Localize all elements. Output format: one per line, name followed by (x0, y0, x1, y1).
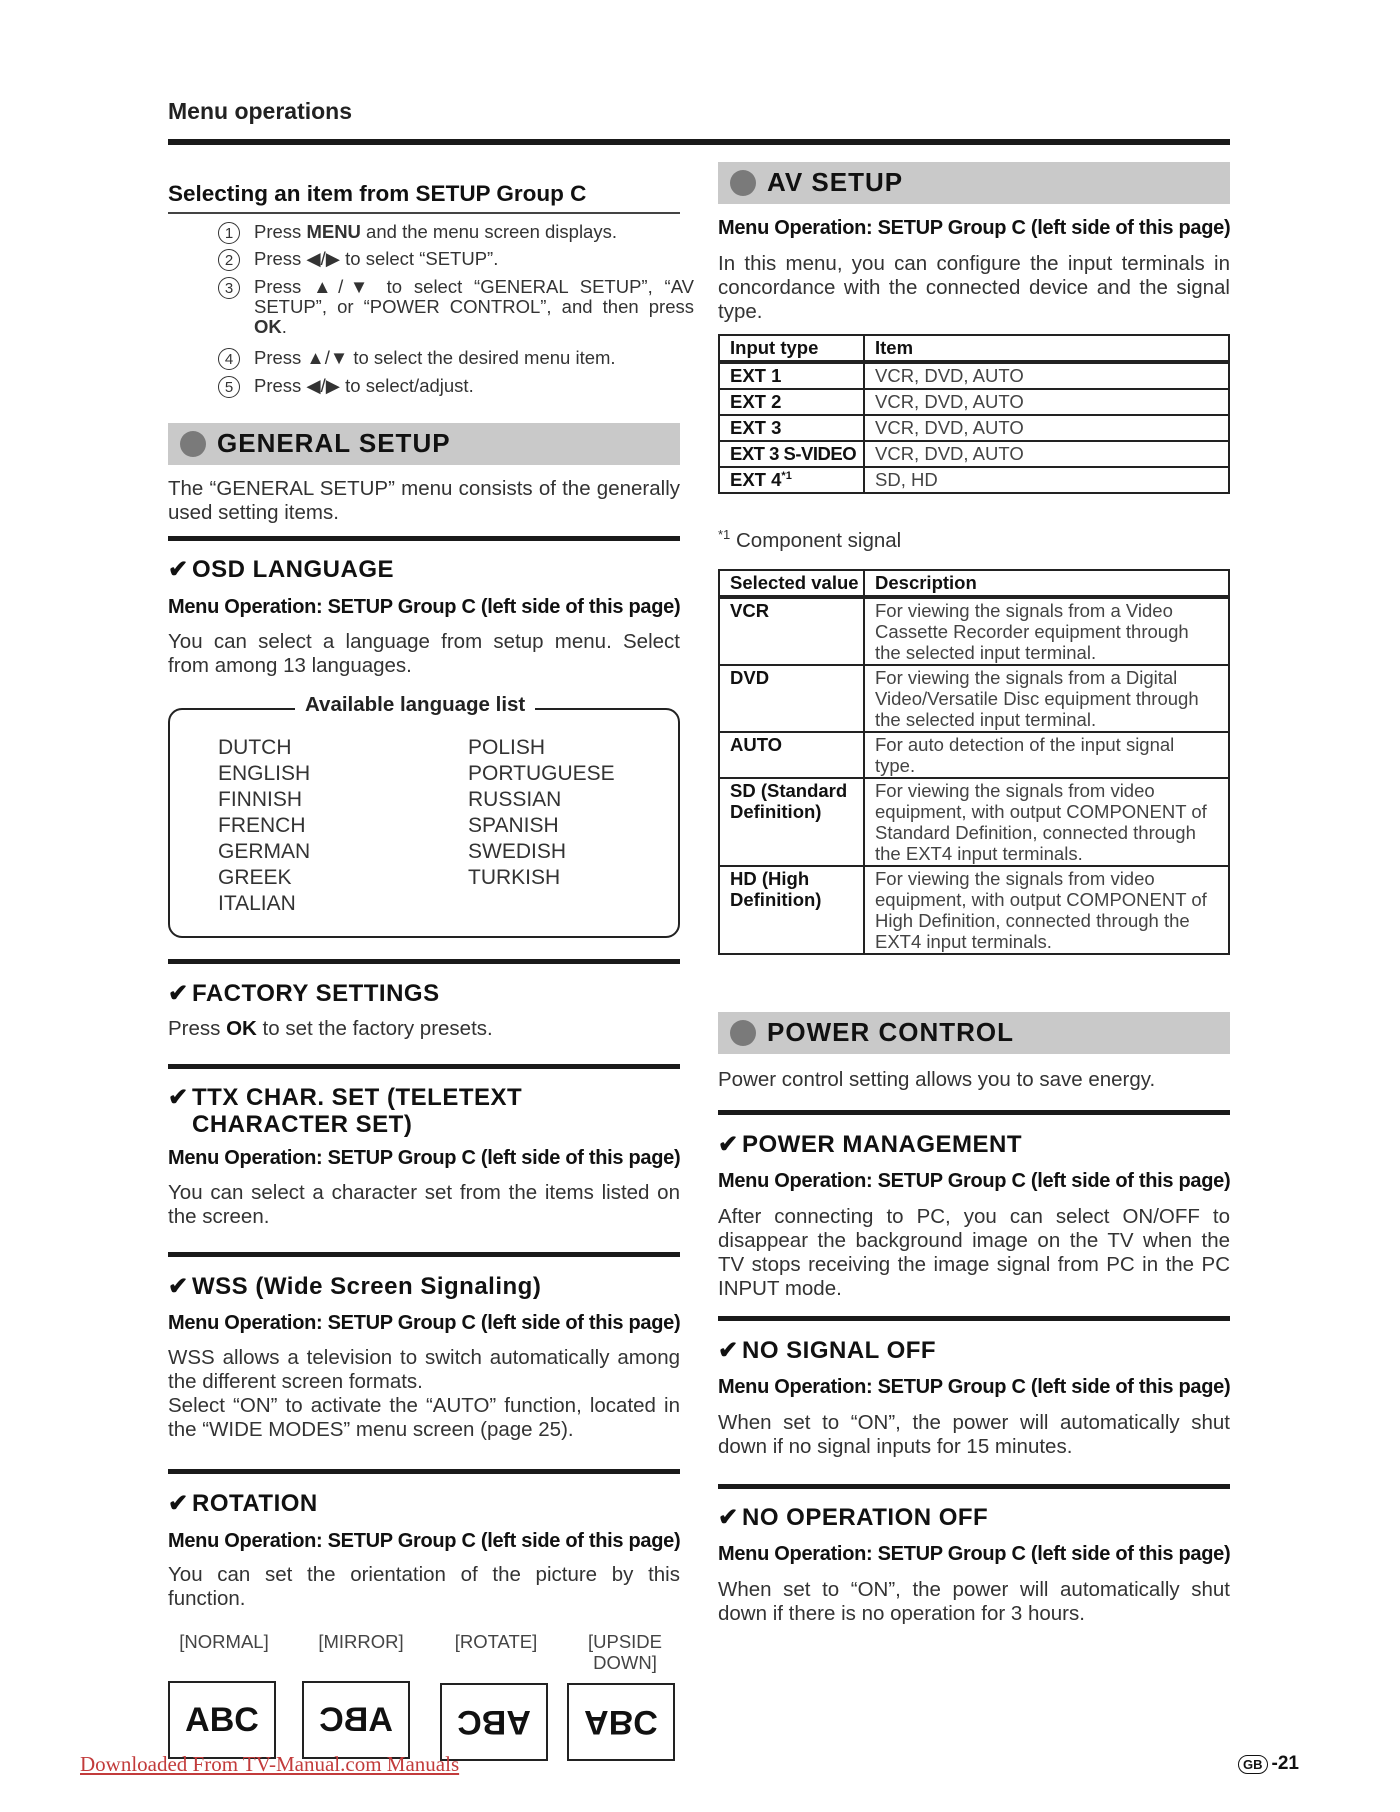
check-icon: ✔ (168, 980, 189, 1007)
step-number: 4 (218, 348, 240, 370)
rotation-sample-rotate (440, 1683, 548, 1761)
value-cell: HD (High Definition) (719, 866, 864, 954)
table-row (719, 778, 1229, 866)
select-group-heading: Selecting an item from SETUP Group C (168, 181, 587, 206)
ttx-title (168, 1084, 522, 1138)
rotation-title-text: ROTATION (192, 1490, 318, 1517)
selected-value-table (718, 569, 1230, 955)
no-signal-body: When set to “ON”, the power will automatically shut down if no signal inputs for 15 minutes. (718, 1411, 1230, 1458)
ttx-title-line1: TTX CHAR. SET (TELETEXT (192, 1084, 523, 1111)
no-signal-menu-operation: Menu Operation: SETUP Group C (left side of this page) (718, 1376, 1231, 1398)
check-icon: ✔ (718, 1131, 739, 1158)
page-number (1238, 1753, 1299, 1775)
power-management-menu-operation: Menu Operation: SETUP Group C (left side of this page) (718, 1170, 1231, 1192)
bullet-dot-icon (180, 431, 206, 457)
rotation-body: You can set the orientation of the picture by this function. (168, 1563, 680, 1610)
table-row (719, 441, 1229, 467)
power-control-banner (718, 1012, 1230, 1054)
section-rule (168, 1252, 680, 1257)
footnote-marker: *1 (781, 469, 792, 482)
value-cell: AUTO (719, 732, 864, 778)
footnote-marker: *1 (718, 527, 731, 542)
sample-text: ABC (185, 1700, 259, 1739)
wss-body-1: WSS allows a television to switch automatically among the different screen formats. (168, 1346, 680, 1393)
language-item: GREEK (218, 866, 292, 889)
power-mgmt-title-text: POWER MANAGEMENT (742, 1131, 1022, 1158)
language-item: DUTCH (218, 736, 292, 759)
wss-body (168, 1346, 680, 1442)
ok-key: OK (226, 1017, 257, 1040)
language-item: SWEDISH (468, 840, 567, 863)
language-item: FINNISH (218, 788, 302, 811)
input-type-cell: EXT 2 (719, 389, 864, 415)
general-setup-intro: The “GENERAL SETUP” menu consists of the generally used setting items. (168, 477, 680, 524)
step-text: Press ▲/▼ to select “GENERAL SETUP”, “AV SETUP”, or “POWER CONTROL”, and then press (254, 276, 694, 317)
table-row (719, 389, 1229, 415)
rotation-label-upside-down: [UPSIDE DOWN] (587, 1631, 663, 1673)
rotation-label-normal: [NORMAL] (179, 1631, 269, 1652)
no-operation-off-title (718, 1503, 988, 1532)
input-type-cell: EXT 1 (719, 362, 864, 389)
download-source-link[interactable]: Downloaded From TV-Manual.com Manuals (80, 1752, 460, 1776)
general-setup-banner (168, 423, 680, 465)
sample-text: ABC (319, 1700, 393, 1739)
check-icon: ✔ (168, 1273, 189, 1300)
ttx-body: You can select a character set from the items listed on the screen. (168, 1181, 680, 1228)
table-row (719, 597, 1229, 665)
page-header-title: Menu operations (168, 98, 353, 124)
language-item: POLISH (468, 736, 546, 759)
input-type-cell (719, 467, 864, 493)
language-item: RUSSIAN (468, 788, 562, 811)
rotation-label-mirror: [MIRROR] (318, 1631, 404, 1652)
description-cell: For auto detection of the input signal type. (864, 732, 1229, 778)
language-item: PORTUGUESE (468, 762, 615, 785)
ttx-menu-operation: Menu Operation: SETUP Group C (left side of this page) (168, 1147, 681, 1169)
sample-text: ABC (584, 1703, 658, 1742)
column-header: Item (864, 335, 1229, 362)
language-list-title: Available language list (295, 693, 535, 717)
rotation-sample-mirror (302, 1681, 410, 1759)
item-cell: VCR, DVD, AUTO (864, 441, 1229, 467)
factory-body (168, 1017, 680, 1041)
item-cell: SD, HD (864, 467, 1229, 493)
wss-title-text: WSS (Wide Screen Signaling) (192, 1273, 542, 1300)
step-text: and the menu screen displays. (360, 221, 617, 242)
rotation-menu-operation: Menu Operation: SETUP Group C (left side of this page) (168, 1530, 681, 1552)
factory-body-text: to set the factory presets. (256, 1017, 493, 1040)
no-operation-title-text: NO OPERATION OFF (742, 1504, 989, 1531)
step-key: OK (254, 316, 282, 337)
osd-menu-operation: Menu Operation: SETUP Group C (left side of this page) (168, 596, 681, 618)
language-item: TURKISH (468, 866, 561, 889)
value-cell: VCR (719, 597, 864, 665)
language-item: GERMAN (218, 840, 311, 863)
no-operation-menu-operation: Menu Operation: SETUP Group C (left side of this page) (718, 1543, 1231, 1565)
language-item: SPANISH (468, 814, 559, 837)
bullet-dot-icon (730, 1020, 756, 1046)
rotation-sample-upside-down (567, 1683, 675, 1761)
language-column-1 (218, 735, 310, 917)
section-rule (718, 1110, 1230, 1115)
input-type-cell: EXT 3 (719, 415, 864, 441)
section-rule (168, 536, 680, 541)
step-text: Press ◀/▶ to select/adjust. (254, 375, 474, 396)
table-row (719, 866, 1229, 954)
step-key: MENU (306, 221, 361, 242)
description-cell: For viewing the signals from a Video Cassette Recorder equipment through the selected input terminal. (864, 597, 1229, 665)
power-control-intro: Power control setting allows you to save energy. (718, 1068, 1156, 1091)
ttx-title-line2: CHARACTER SET) (192, 1111, 413, 1138)
step-number: 1 (218, 222, 240, 244)
av-setup-intro: In this menu, you can configure the input terminals in concordance with the connected device and the signal type. (718, 252, 1230, 323)
step-text: Press ◀/▶ to select “SETUP”. (254, 248, 499, 269)
check-icon: ✔ (718, 1337, 739, 1364)
table-row (719, 732, 1229, 778)
item-cell: VCR, DVD, AUTO (864, 415, 1229, 441)
item-cell: VCR, DVD, AUTO (864, 389, 1229, 415)
table-row (719, 665, 1229, 732)
no-signal-title-text: NO SIGNAL OFF (742, 1337, 937, 1364)
osd-body: You can select a language from setup menu. Select from among 13 languages. (168, 630, 680, 677)
step-number: 5 (218, 376, 240, 398)
step-number: 2 (218, 249, 240, 271)
step-text: Press ▲/▼ to select the desired menu item. (254, 347, 616, 368)
value-cell: DVD (719, 665, 864, 732)
table-row (719, 467, 1229, 493)
page-number-text: -21 (1271, 1753, 1299, 1774)
language-item: ENGLISH (218, 762, 311, 785)
table-header-row (719, 570, 1229, 597)
column-header: Input type (719, 335, 864, 362)
banner-title: AV SETUP (767, 167, 904, 197)
language-item: FRENCH (218, 814, 306, 837)
banner-title: GENERAL SETUP (217, 428, 451, 458)
check-icon: ✔ (168, 1490, 189, 1517)
no-signal-off-title (718, 1336, 936, 1365)
rotation-label-rotate: [ROTATE] (454, 1631, 538, 1652)
select-heading-underline (168, 212, 680, 214)
region-badge: GB (1238, 1755, 1268, 1774)
wss-title (168, 1272, 541, 1301)
column-header: Selected value (719, 570, 864, 597)
table-row (719, 415, 1229, 441)
description-cell: For viewing the signals from a Digital Video/Versatile Disc equipment through the selected input terminal. (864, 665, 1229, 732)
wss-menu-operation: Menu Operation: SETUP Group C (left side of this page) (168, 1312, 681, 1334)
language-column-2 (468, 735, 615, 891)
factory-title-text: FACTORY SETTINGS (192, 980, 440, 1007)
power-management-title (718, 1130, 1022, 1159)
section-rule (718, 1316, 1230, 1321)
input-type-cell: EXT 3 S-VIDEO (719, 441, 864, 467)
footnote-text: Component signal (730, 528, 902, 552)
table-header-row (719, 335, 1229, 362)
item-cell: VCR, DVD, AUTO (864, 362, 1229, 389)
section-rule (168, 1064, 680, 1069)
no-operation-body: When set to “ON”, the power will automatically shut down if there is no operation for 3 hours. (718, 1578, 1230, 1625)
rotation-sample-normal (168, 1681, 276, 1759)
power-management-body: After connecting to PC, you can select ON/OFF to disappear the background image on the TV when the TV stops receiving the image signal from PC in the PC INPUT mode. (718, 1205, 1230, 1300)
step-number: 3 (218, 277, 240, 299)
factory-body-text: Press (168, 1017, 227, 1040)
check-icon: ✔ (168, 1084, 189, 1111)
input-type-text: EXT 4 (730, 469, 782, 490)
value-cell: SD (Standard Definition) (719, 778, 864, 866)
footnote (718, 523, 901, 553)
section-rule (168, 1469, 680, 1474)
description-cell: For viewing the signals from video equipment, with output COMPONENT of Standard Definition, connected through the EXT4 input terminals. (864, 778, 1229, 866)
input-type-table (718, 334, 1230, 494)
osd-language-title (168, 555, 394, 584)
check-icon: ✔ (168, 556, 189, 583)
language-item: ITALIAN (218, 892, 296, 915)
av-setup-banner (718, 162, 1230, 204)
av-setup-menu-operation: Menu Operation: SETUP Group C (left side of this page) (718, 217, 1231, 239)
bullet-dot-icon (730, 170, 756, 196)
check-icon: ✔ (718, 1504, 739, 1531)
banner-title: POWER CONTROL (767, 1017, 1014, 1047)
factory-settings-title (168, 979, 440, 1008)
step-text: Press (254, 221, 307, 242)
sample-text: ABC (457, 1703, 531, 1742)
header-rule (168, 139, 1230, 145)
rotation-title (168, 1489, 318, 1518)
section-rule (168, 959, 680, 964)
osd-title-text: OSD LANGUAGE (192, 556, 395, 583)
description-cell: For viewing the signals from video equipment, with output COMPONENT of High Definition, connected through the EXT4 input terminals. (864, 866, 1229, 954)
table-row (719, 362, 1229, 389)
section-rule (718, 1484, 1230, 1489)
step-text: . (281, 316, 287, 337)
wss-body-2: Select “ON” to activate the “AUTO” function, located in the “WIDE MODES” menu screen (page 25). (168, 1394, 680, 1441)
column-header: Description (864, 570, 1229, 597)
